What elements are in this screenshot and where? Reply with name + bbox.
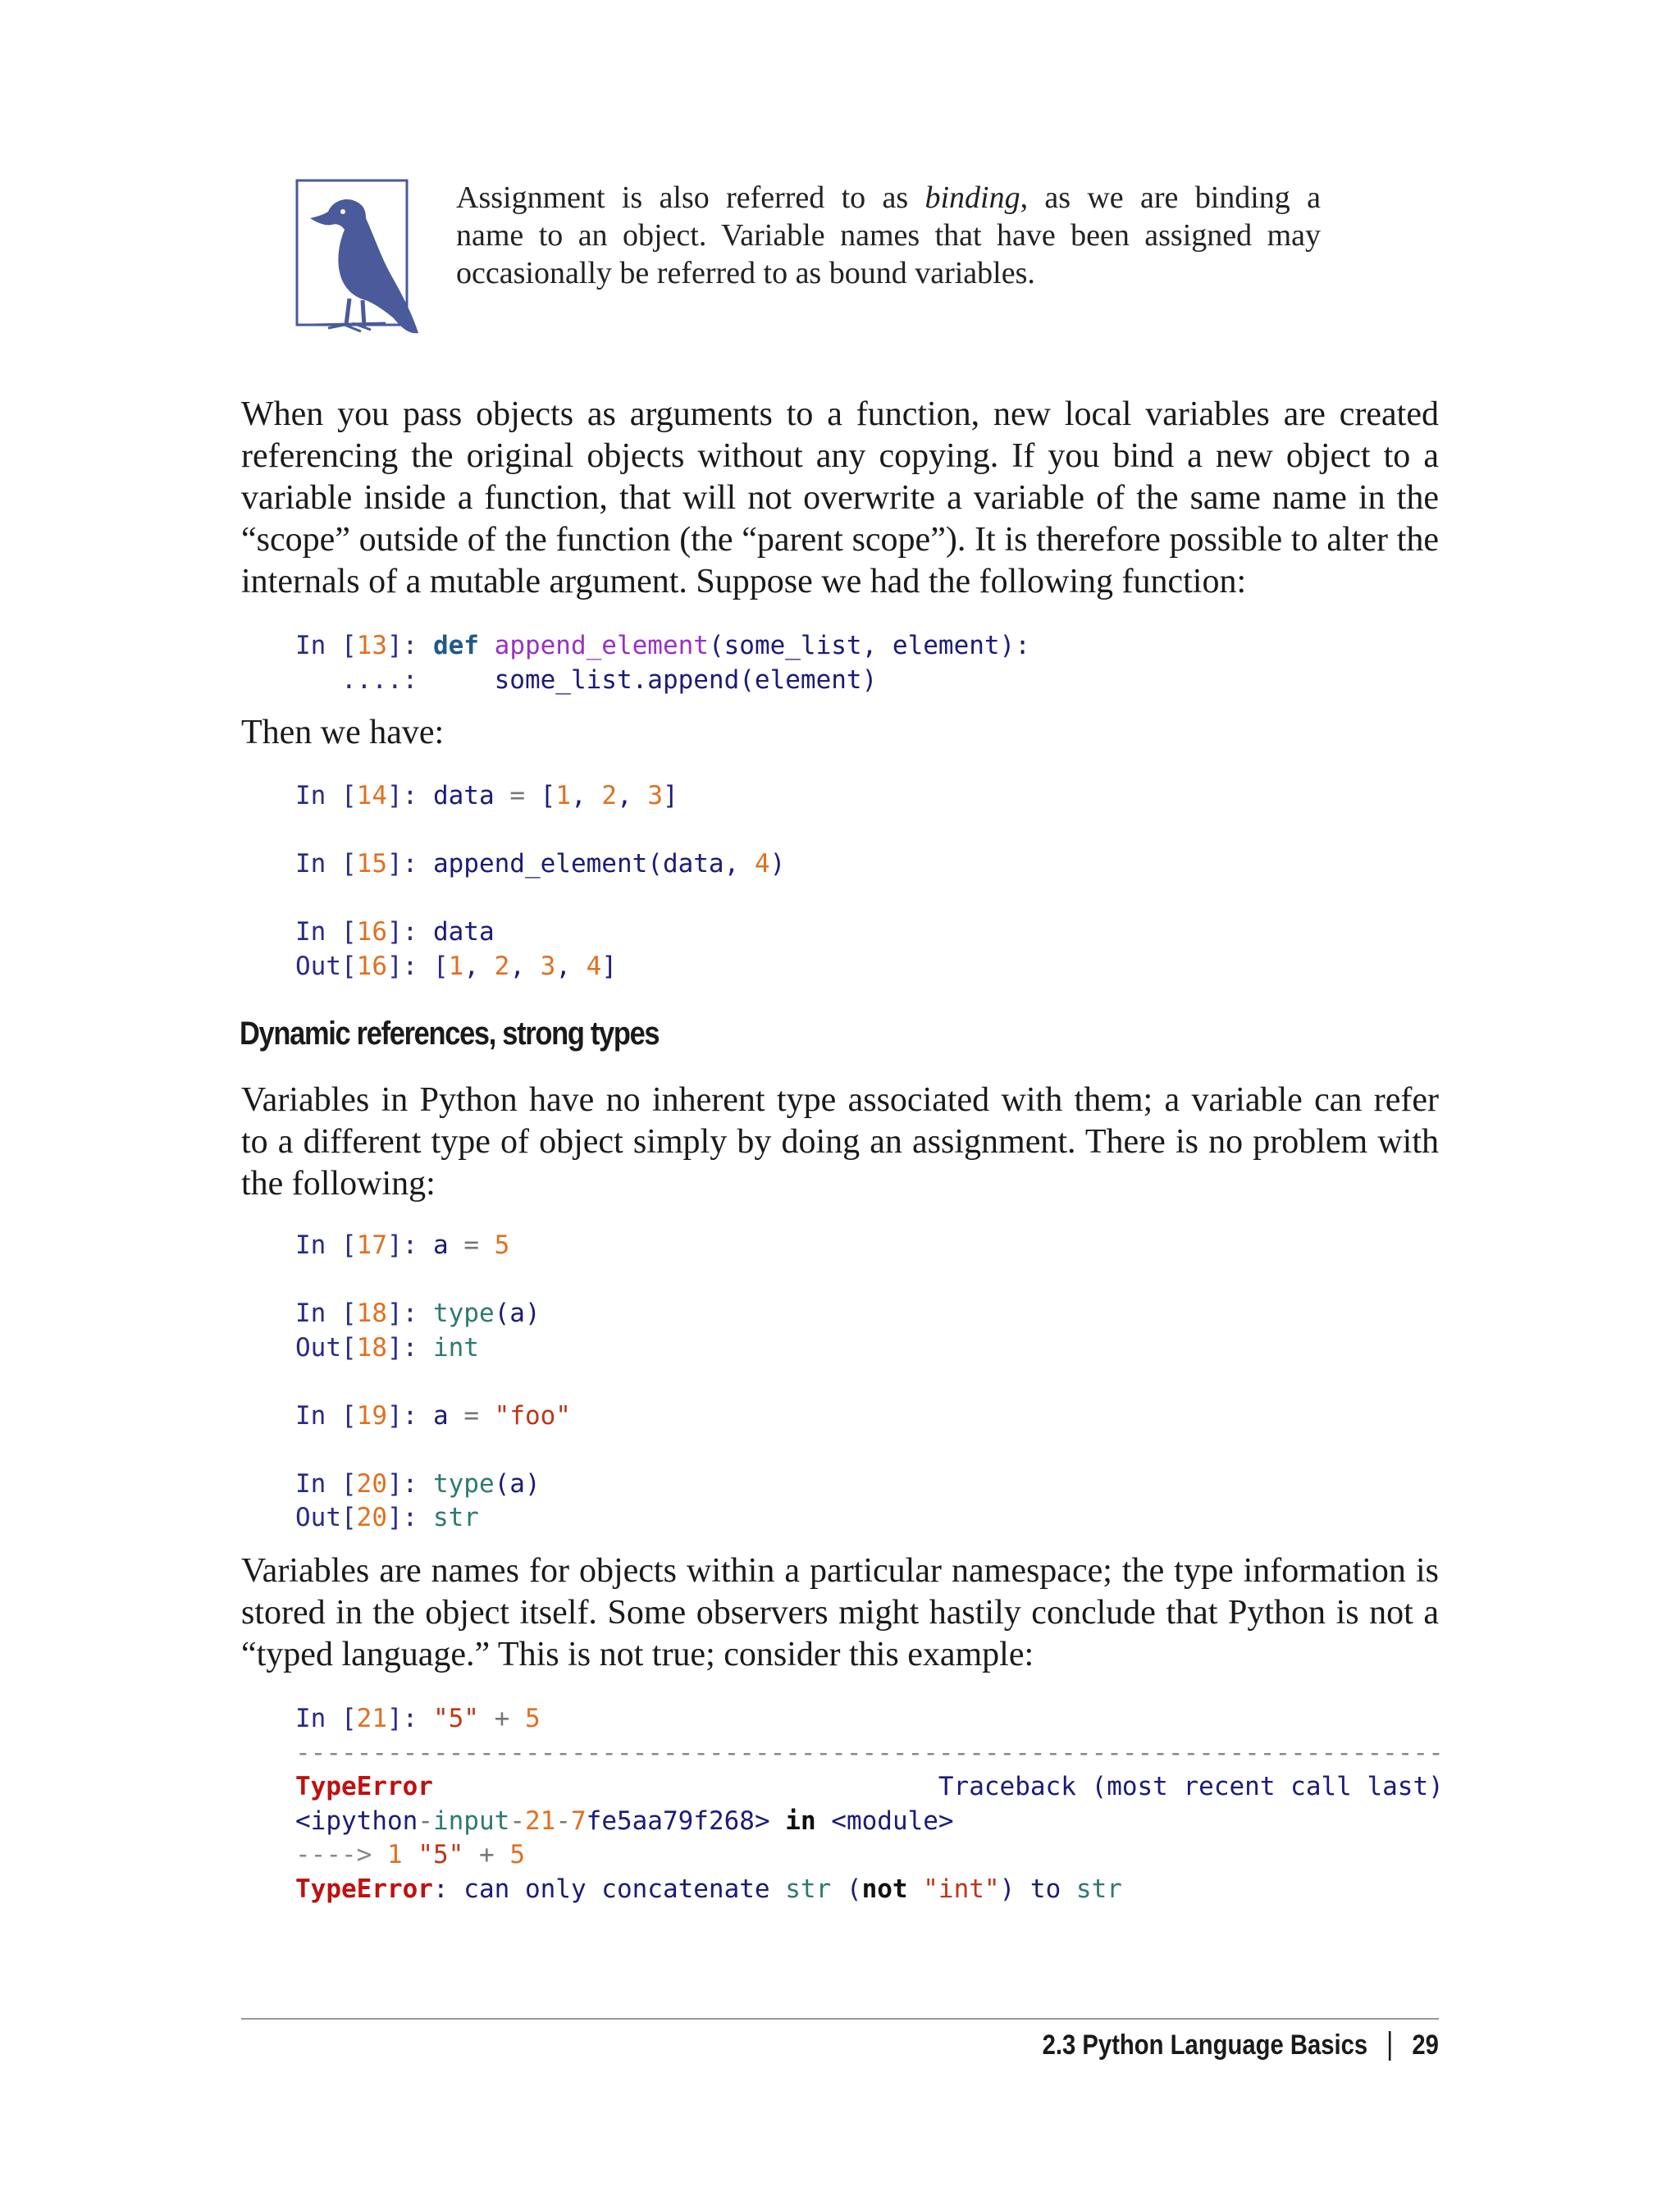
code-token: 1	[386, 1840, 418, 1869]
paragraph-line: referencing the original objects without any copying. If you bind a new object to a	[241, 437, 1439, 475]
code-token	[509, 1704, 525, 1733]
code-token: ]	[601, 951, 617, 981]
code-token: append_element	[494, 631, 709, 660]
code-token: append_element(data,	[432, 849, 755, 879]
code-line	[295, 1770, 1444, 1805]
note-line: occasionally be referred to as bound variables.	[456, 256, 1035, 290]
code-token: =	[463, 1400, 479, 1431]
code-token: >	[754, 1806, 786, 1836]
code-token: TypeError	[295, 1874, 433, 1904]
code-token	[495, 1840, 510, 1869]
code-token: 16	[356, 951, 387, 981]
code-token: type	[432, 1299, 495, 1328]
code-token: input	[432, 1806, 510, 1836]
code-token: 4	[586, 951, 602, 981]
code-token: some_list.append(element)	[494, 664, 878, 695]
code-token: (	[831, 1874, 862, 1904]
code-token: [	[524, 781, 556, 810]
code-token: data	[432, 781, 510, 810]
code-token: (a)	[494, 1468, 541, 1499]
code-line	[295, 1297, 571, 1331]
crow-icon	[295, 179, 427, 343]
code-token: fe5aa79f268	[586, 1806, 755, 1836]
code-token: 14	[356, 781, 387, 810]
code-token	[479, 1401, 495, 1431]
code-token: -	[509, 1806, 525, 1836]
code-token: Out[	[295, 1332, 357, 1363]
code-token: not	[861, 1874, 908, 1904]
code-line	[295, 1838, 1444, 1873]
code-token: a	[432, 1400, 464, 1431]
code-token: 18	[356, 1332, 387, 1363]
code-line	[295, 1737, 1444, 1771]
code-token: str	[1075, 1874, 1122, 1904]
code-line	[295, 1229, 571, 1263]
code-token: 20	[356, 1503, 387, 1532]
code-token: =	[463, 1230, 479, 1260]
code-token: -	[418, 1806, 433, 1836]
paragraph-2	[241, 712, 1439, 754]
code-token: ]:	[386, 1230, 433, 1260]
code-token: 16	[356, 917, 387, 947]
code-token	[463, 1840, 479, 1869]
code-token: "5"	[418, 1840, 464, 1869]
code-token: "int"	[923, 1874, 1000, 1904]
code-line	[295, 629, 1030, 664]
code-token: <ipython	[295, 1806, 418, 1836]
code-token: 5	[525, 1704, 541, 1733]
code-token: (some_list, element):	[708, 631, 1030, 660]
code-token: str	[785, 1874, 832, 1904]
code-token	[479, 1230, 495, 1260]
code-line	[295, 664, 1030, 698]
code-line	[295, 847, 785, 882]
code-token: data	[432, 917, 495, 947]
code-token: ....:	[295, 664, 495, 695]
code-token: ---------------------------------------------------------------------------	[295, 1737, 1444, 1768]
code-token	[433, 1772, 938, 1801]
code-token: ]:	[386, 1299, 433, 1328]
paragraph-line: Then we have:	[241, 714, 445, 751]
page-number: 29	[1412, 2029, 1439, 2061]
code-line	[295, 882, 785, 916]
paragraph-line: When you pass objects as arguments to a function, new local variables are created	[241, 395, 1439, 433]
note-line: name to an object. Variable names that have been assigned may	[456, 218, 1321, 253]
code-token: 2	[601, 781, 617, 810]
code-token: 15	[356, 849, 387, 879]
code-block-1	[295, 629, 1030, 697]
code-token: ,	[463, 951, 495, 981]
code-token: =	[509, 781, 525, 810]
paragraph-1	[241, 394, 1439, 603]
code-token: 18	[356, 1299, 387, 1328]
code-token: ) to	[999, 1874, 1076, 1904]
code-token: ,	[570, 781, 602, 810]
code-token: 7	[570, 1806, 587, 1836]
paragraph-line: internals of a mutable argument. Suppose we had the following function:	[241, 563, 1247, 600]
code-token: 20	[356, 1468, 387, 1499]
code-token: 3	[647, 781, 663, 810]
code-line	[295, 950, 785, 984]
code-block-2	[295, 779, 785, 984]
code-line	[295, 1702, 1444, 1737]
code-token: ]:	[386, 849, 433, 879]
code-line	[295, 779, 785, 814]
code-token: -	[555, 1806, 571, 1836]
paragraph-line: variable inside a function, that will not overwrite a variable of the same name in the	[241, 479, 1439, 517]
code-token: 4	[754, 849, 770, 879]
code-token: In [	[295, 1400, 357, 1431]
code-token: ,	[616, 781, 648, 810]
code-line	[295, 1805, 1444, 1839]
code-line	[295, 1399, 571, 1434]
code-token: ]:	[386, 1332, 433, 1363]
code-token: 17	[356, 1230, 387, 1260]
code-token: 1	[555, 781, 571, 810]
code-token: 3	[540, 951, 556, 981]
footer-separator	[1389, 2031, 1391, 2061]
section-heading: Dynamic references, strong types	[240, 1016, 660, 1052]
paragraph-line: Variables are names for objects within a particular namespace; the type information is	[241, 1552, 1439, 1590]
paragraph-4	[241, 1550, 1439, 1676]
code-token: : can only concatenate	[432, 1874, 786, 1904]
code-token: In [	[295, 781, 357, 810]
code-token: ]:	[386, 917, 433, 947]
paragraph-3	[241, 1080, 1439, 1205]
code-token: ]:	[386, 1468, 433, 1499]
code-token: "5"	[432, 1704, 479, 1733]
code-token: 19	[356, 1400, 387, 1431]
footer-section-title: 2.3 Python Language Basics	[1042, 2029, 1368, 2061]
note-italic: binding	[924, 180, 1020, 215]
code-line	[295, 1501, 571, 1536]
code-token: In [	[295, 1230, 357, 1260]
code-line	[295, 1433, 571, 1468]
code-token: In [	[295, 1468, 357, 1499]
code-token: ]:	[386, 781, 433, 810]
code-line	[295, 1468, 571, 1502]
code-line	[295, 1365, 571, 1399]
code-token	[908, 1874, 924, 1904]
code-line	[295, 1873, 1444, 1907]
code-token: 21	[356, 1704, 387, 1733]
paragraph-line: stored in the object itself. Some observers might hastily conclude that Python is not a	[241, 1594, 1439, 1632]
code-token: 5	[509, 1840, 525, 1869]
code-token: ---->	[295, 1840, 387, 1869]
code-token: ]	[662, 781, 678, 810]
code-token: +	[478, 1840, 495, 1869]
code-block-4	[295, 1702, 1444, 1906]
code-token: In [	[295, 1704, 357, 1733]
code-line	[295, 915, 785, 950]
code-token: ]:	[386, 631, 433, 660]
code-token: ,	[555, 951, 587, 981]
code-token: a	[432, 1230, 464, 1260]
page-footer	[1043, 2029, 1439, 2061]
code-token: ,	[509, 951, 541, 981]
code-line	[295, 814, 785, 848]
code-token: int	[432, 1332, 479, 1363]
code-token: Traceback (most recent call last)	[938, 1772, 1444, 1801]
code-token	[479, 631, 495, 660]
code-token: Out[	[295, 1503, 357, 1532]
code-token: 2	[494, 951, 510, 981]
code-token: "foo"	[494, 1400, 571, 1431]
note-line: Assignment is also referred to as binding, as we are binding a	[456, 180, 1321, 215]
code-token: In [	[295, 631, 357, 660]
code-token: type	[432, 1468, 495, 1499]
code-token: 13	[356, 631, 387, 660]
code-token: 21	[524, 1806, 556, 1836]
code-token: TypeError	[295, 1772, 433, 1801]
code-token: ]: [	[386, 951, 449, 981]
paragraph-line: “typed language.” This is not true; consider this example:	[241, 1636, 1034, 1673]
paragraph-line: “scope” outside of the function (the “parent scope”). It is therefore possible to alter the	[241, 521, 1439, 559]
code-token: 5	[494, 1230, 510, 1260]
paragraph-line: to a different type of object simply by doing an assignment. There is no problem with	[241, 1123, 1439, 1161]
code-token: ]:	[386, 1503, 433, 1532]
code-token: ]:	[386, 1400, 433, 1431]
code-token: In [	[295, 917, 357, 947]
code-token: str	[432, 1503, 479, 1532]
code-token: (a)	[494, 1299, 541, 1328]
code-token: ]:	[386, 1704, 433, 1733]
code-token: +	[494, 1704, 510, 1733]
code-token: In [	[295, 849, 357, 879]
note-text	[456, 179, 1321, 292]
code-token: In [	[295, 1299, 357, 1328]
code-token: in	[785, 1806, 816, 1836]
code-token: )	[769, 849, 786, 879]
code-token	[479, 1704, 495, 1733]
code-block-3	[295, 1229, 571, 1536]
code-token: def	[432, 631, 479, 660]
code-token: 1	[448, 951, 464, 981]
code-token: Out[	[295, 951, 357, 981]
code-token: <module>	[815, 1806, 954, 1836]
code-line	[295, 1263, 571, 1298]
paragraph-line: the following:	[241, 1165, 436, 1203]
footer-divider	[241, 2018, 1439, 2020]
paragraph-line: Variables in Python have no inherent type associated with them; a variable can refer	[241, 1081, 1439, 1119]
code-line	[295, 1331, 571, 1366]
